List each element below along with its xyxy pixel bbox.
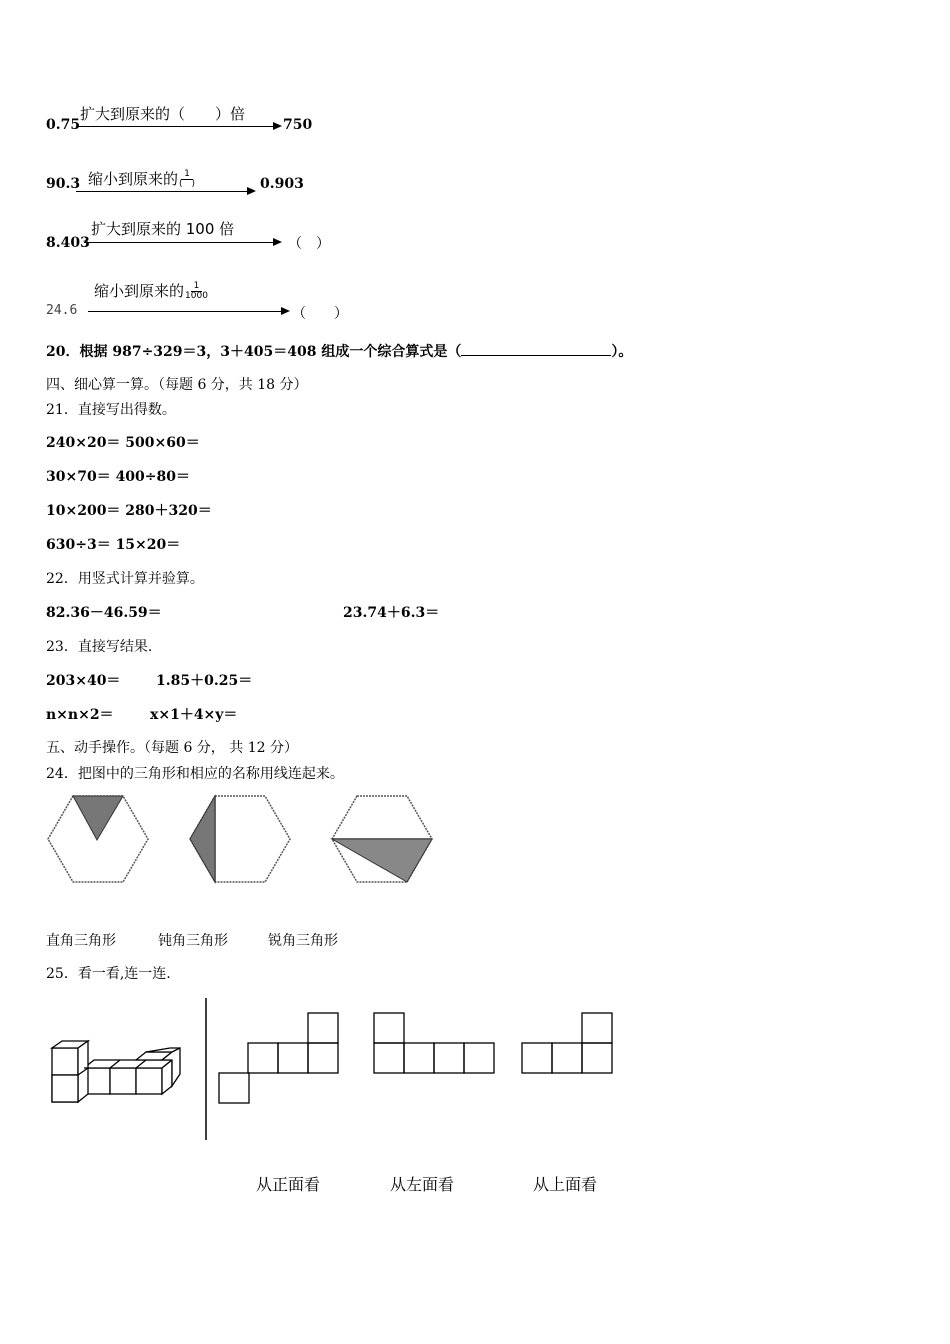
view-shape-a[interactable]: [219, 1013, 338, 1103]
arrow-label: 缩小到原来的 $\frac{1}{( )}$: [88, 169, 196, 189]
start-value: 90.3: [46, 176, 81, 192]
start-value: 0.75: [46, 117, 81, 133]
question-21-title: 21．直接写出得数。: [46, 402, 176, 418]
section-5-heading: 五、动手操作。（每题 6 分， 共 12 分）: [46, 740, 298, 756]
q22-left: 82.36－46.59＝: [46, 605, 162, 621]
view-label-left[interactable]: 从左面看: [390, 1175, 455, 1194]
view-shape-c[interactable]: [522, 1013, 612, 1073]
end-value: 0.903: [260, 176, 304, 192]
fraction: $\frac{1}{1000}$: [185, 281, 208, 301]
view-label-top[interactable]: 从上面看: [533, 1175, 598, 1194]
view-label-front[interactable]: 从正面看: [256, 1175, 321, 1194]
question-22-title: 22．用竖式计算并验算。: [46, 571, 204, 587]
arrow-label: 扩大到原来的 100 倍: [91, 220, 235, 238]
q21-row-2: 30×70＝ 400÷80＝: [46, 469, 191, 485]
question-23-title: 23．直接写结果.: [46, 639, 153, 655]
triangle-name-acute[interactable]: 锐角三角形: [268, 933, 338, 949]
section-4-heading: 四、细心算一算。（每题 6 分，共 18 分）: [46, 377, 308, 393]
fraction: $\frac{1}{( )}$: [179, 169, 196, 189]
q23-r1a: 203×40＝: [46, 673, 121, 689]
arrow-label: 扩大到原来的（ ）倍: [80, 105, 246, 123]
answer-blank[interactable]: （ ）: [292, 306, 348, 322]
arrow-label: 缩小到原来的 $\frac{1}{1000}$: [94, 281, 208, 301]
answer-blank[interactable]: （ ）: [288, 236, 330, 252]
view-shape-b[interactable]: [374, 1013, 494, 1073]
question-24-title: 24．把图中的三角形和相应的名称用线连起来。: [46, 766, 344, 782]
q22-right: 23.74＋6.3＝: [343, 605, 440, 621]
start-value: 24.6: [46, 303, 78, 318]
q23-r2a: n×n×2＝: [46, 707, 114, 723]
q23-r1b: 1.85＋0.25＝: [156, 673, 253, 689]
q23-r2b: x×1＋4×y＝: [150, 707, 238, 723]
cube-solid: [52, 1041, 180, 1102]
q21-row-4: 630÷3＝ 15×20＝: [46, 537, 181, 553]
question-20: 20．根据 987÷329＝3，3＋405＝408 组成一个综合算式是（ ）。: [46, 344, 633, 360]
q21-row-3: 10×200＝ 280＋320＝: [46, 503, 212, 519]
triangle-name-right[interactable]: 直角三角形: [46, 933, 116, 949]
start-value: 8.403: [46, 235, 90, 251]
q21-row-1: 240×20＝ 500×60＝: [46, 435, 200, 451]
end-value: 750: [283, 117, 313, 133]
triangle-name-obtuse[interactable]: 钝角三角形: [158, 933, 228, 949]
question-25-title: 25．看一看,连一连.: [46, 966, 171, 982]
